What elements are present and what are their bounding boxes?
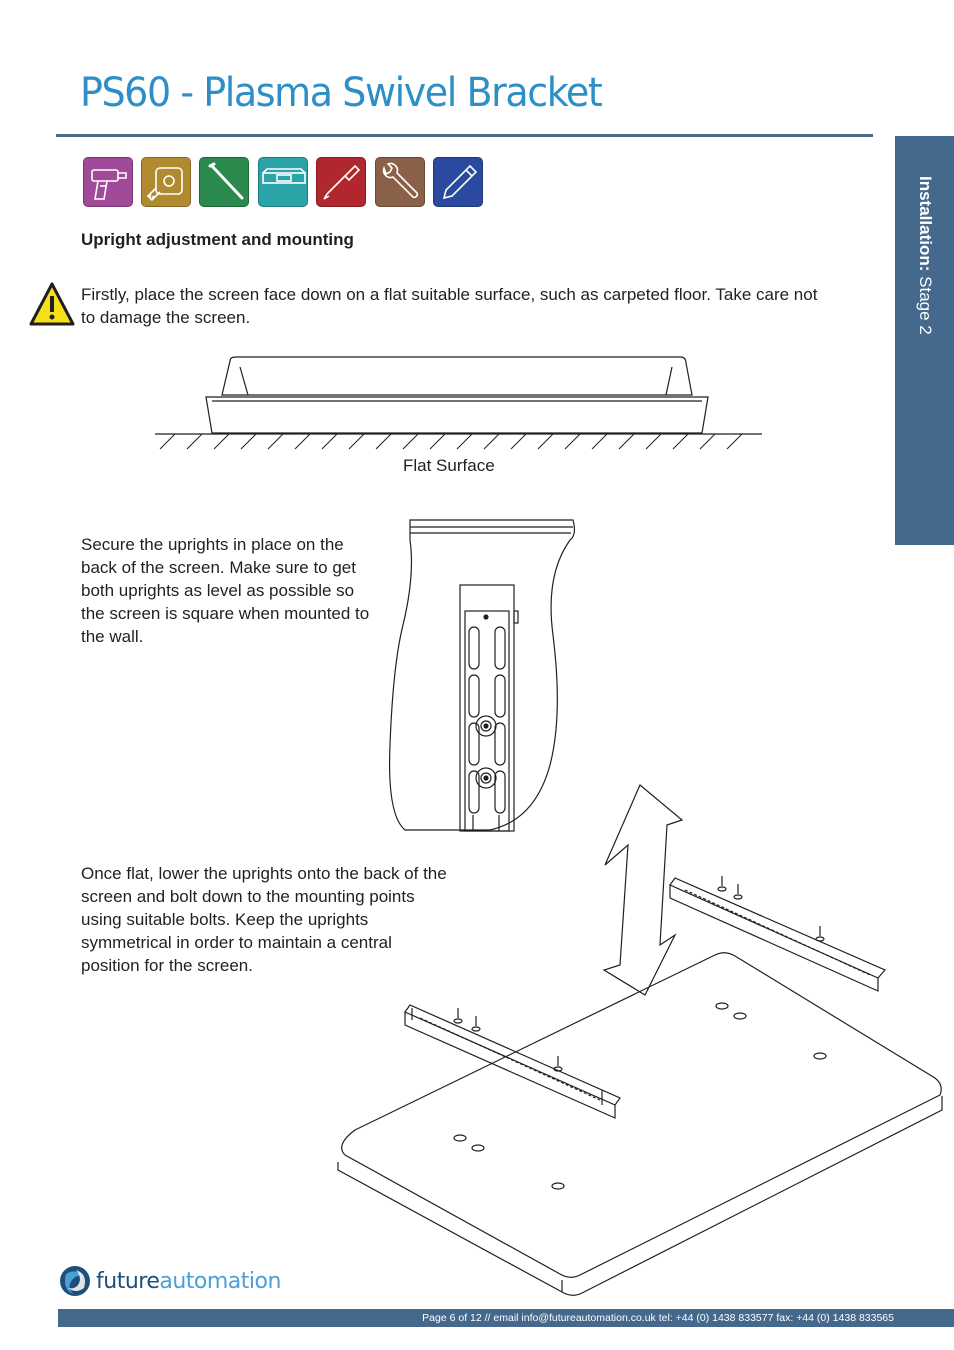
page-title: PS60 - Plasma Swivel Bracket [80,70,602,116]
side-tab-label [915,176,935,335]
logo [58,1263,281,1299]
drill-icon [83,157,133,207]
instruction-text-3: Once flat, lower the uprights onto the back of the screen and bolt down to the mounting points using suitable bolts. Keep the uprights symmetrical in order to maintain a central position for the screen. [81,864,447,975]
section-heading: Upright adjustment and mounting [81,230,354,249]
side-tab [895,136,954,545]
side-tab-label-rest: Stage 2 [915,271,935,335]
logo-word-future: future [96,1268,160,1294]
screwdriver-icon [316,157,366,207]
title-divider [56,134,873,137]
allen-key-icon [199,157,249,207]
instruction-text-1: Firstly, place the screen face down on a flat suitable surface, such as carpeted floor. Take care not to damage the screen. [81,285,818,327]
logo-word-automation: automation [159,1268,281,1294]
pencil-icon [433,157,483,207]
screen-on-flat-surface-diagram [150,355,770,455]
side-tab-label-bold: Installation: [915,176,935,272]
footer-text: Page 6 of 12 // email info@futureautomation.co.uk tel: +44 (0) 1438 833577 fax: +44 (0) 1438 833565 [422,1312,894,1324]
logo-swirl-icon [58,1264,92,1298]
spirit-level-icon [258,157,308,207]
spanner-icon [375,157,425,207]
instruction-text-2: Secure the uprights in place on the back of the screen. Make sure to get both uprights as level as possible so the screen is square when mounted to the wall. [81,535,370,646]
flat-surface-label: Flat Surface [403,456,495,475]
warning-icon [29,282,75,326]
tape-measure-icon [141,157,191,207]
screen-assembly-diagram [330,780,945,1300]
logo-wordmark [96,1269,281,1294]
footer-bar [58,1309,954,1327]
